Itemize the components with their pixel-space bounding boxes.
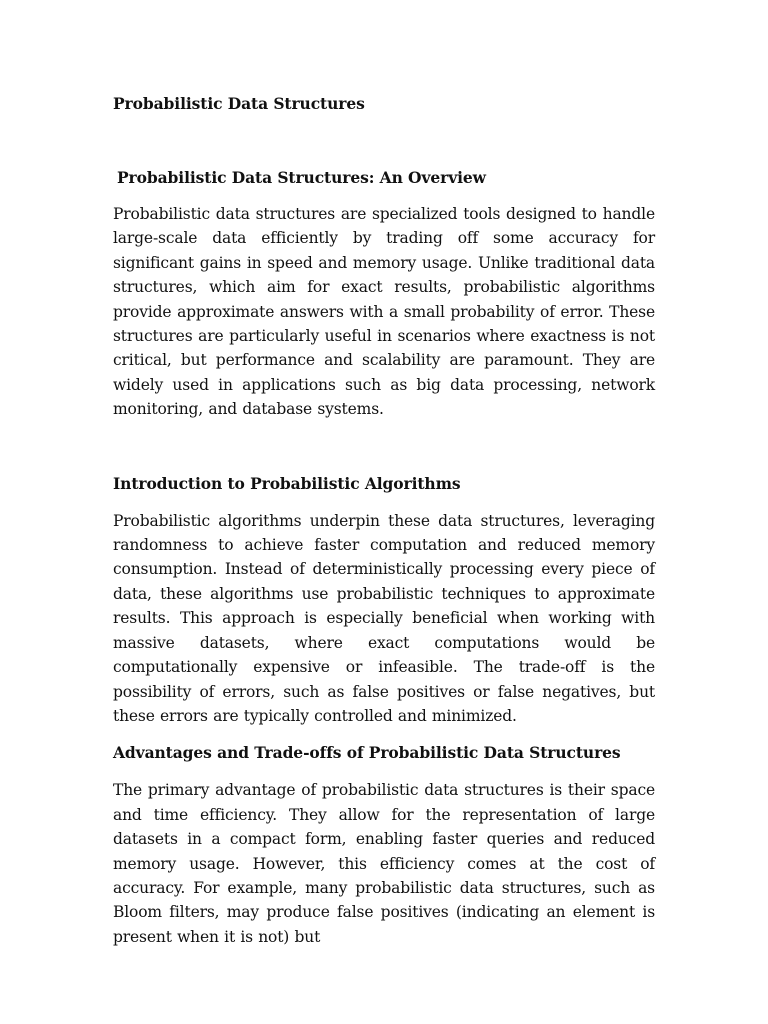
document-page bbox=[113, 92, 655, 949]
section-body-advantages: The primary advantage of probabilistic data structures is their space and time efficiency. They allow for the representation of large datasets in a compact form, enabling faster queries and reduced memory usage. However, this efficiency comes at the cost of accuracy. For example, many probabilistic data structures, such as Bloom filters, may produce false positives (indicating an element is present when it is not) but bbox=[113, 781, 655, 946]
section-body-overview: Probabilistic data structures are specialized tools designed to handle large-scale data efficiently by trading off some accuracy for significant gains in speed and memory usage. Unlike traditional data structures, which aim for exact results, probabilistic algorithms provide approximate answers with a small probability of error. These structures are particularly useful in scenarios where exactness is not critical, but performance and scalability are paramount. They are widely used in applications such as big data processing, network monitoring, and database systems. bbox=[113, 205, 655, 419]
section-heading-introduction: Introduction to Probabilistic Algorithms bbox=[113, 473, 461, 493]
section-heading-advantages: Advantages and Trade-offs of Probabilistic Data Structures bbox=[113, 743, 621, 763]
section-heading-overview: Probabilistic Data Structures: An Overview bbox=[117, 168, 486, 187]
section-body-introduction: Probabilistic algorithms underpin these data structures, leveraging randomness to achieve faster computation and reduced memory consumption. Instead of deterministically processing every piece of data, these algorithms use probabilistic techniques to approximate results. This approach is especially beneficial when working with massive datasets, where exact computations would be computationally expensive or infeasible. The trade-off is the possibility of errors, such as false positives or false negatives, but these errors are typically controlled and minimized. bbox=[113, 511, 655, 725]
document-title: Probabilistic Data Structures bbox=[113, 94, 365, 113]
